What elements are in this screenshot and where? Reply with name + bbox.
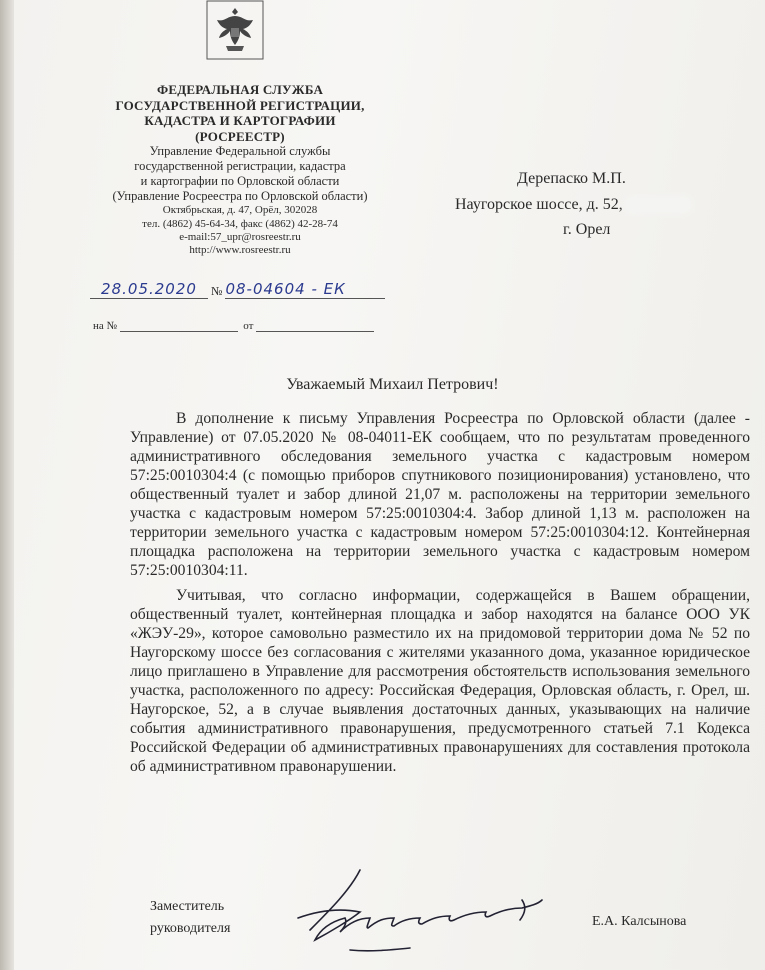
body-paragraph: Учитывая, что согласно информации, содержащейся в Вашем обращении, общественный туалет, контейнерная площадка и забор находятся на балансе ООО УК «ЖЭУ-29», которое самовольно разместило их на придомовой территории дома № 52 по Наугорскому шоссе без согласования с жителями указанного дома, указанное юридическое лицо приглашено в Управление для рассмотрения обстоятельств использования земельного участка, расположенного по адресу: Российская Федерация, Орловская область, г. Орел, ш. Наугорское, 52, а в случае выявления достаточных данных, указывающих на наличие события административного правонарушения, предусмотренного статьей 7.1 Кодекса Российской Федерации об административных правонарушениях для составления протокола об административном правонарушении. xyxy=(130,587,750,776)
organization-block xyxy=(60,82,420,257)
ot-label: от xyxy=(243,320,254,332)
reference-date-line xyxy=(90,280,208,299)
number-sign: № xyxy=(211,284,223,298)
salutation: Уважаемый Михаил Петрович! xyxy=(286,376,499,393)
org-name-line: КАДАСТРА И КАРТОГРАФИИ xyxy=(144,113,336,129)
letter-body xyxy=(130,409,750,776)
signer-name: Е.А. Калсынова xyxy=(592,914,687,929)
recipient-block xyxy=(455,166,745,243)
address-line: Октябрьская, д. 47, Орёл, 302028 xyxy=(162,204,318,217)
recipient-street xyxy=(455,192,745,218)
reference-number-line xyxy=(225,280,385,299)
body-paragraph: В дополнение к письму Управления Росреестра по Орловской области (далее - Управление) от 07.05.2020 № 08-04011-ЕК сообщаем, что по результатам проведенного административного обследования земельного участка с кадастровым номером 57:25:0010304:4 (с помощью приборов спутникового позиционирования) установлено, что общественный туалет и забор длиной 21,07 м. расположены на территории земельного участка с кадастровым номером 57:25:0010304:4. Забор длиной 1,13 м. расположен на территории земельного участка с кадастровым номером 57:25:0010304:12. Контейнерная площадка расположена на территории земельного участка с кадастровым номером 57:25:0010304:11. xyxy=(130,410,750,580)
reference-date: 28.05.2020 xyxy=(101,280,197,298)
website-line: http://www.rosreestr.ru xyxy=(189,243,291,256)
signer-title-line: руководителя xyxy=(150,920,231,936)
phone-line: тел. (4862) 45-64-34, факс (4862) 42-28-74 xyxy=(142,217,338,230)
na-label: на № xyxy=(93,320,118,332)
reference-number: 08-04604 - ЕК xyxy=(225,280,346,298)
recipient-city: г. Орел xyxy=(563,221,611,239)
org-name-line: ФЕДЕРАЛЬНАЯ СЛУЖБА xyxy=(156,82,324,97)
signer-title-line: Заместитель xyxy=(150,899,225,914)
page-edge-shadow xyxy=(0,0,14,970)
dept-line: (Управление Росреестра по Орловской области) xyxy=(112,189,368,204)
na-blank-line xyxy=(120,331,238,332)
email-line: e-mail:57_upr@rosreestr.ru xyxy=(179,230,301,243)
ot-blank-line xyxy=(256,331,374,332)
dept-line: государственной регистрации, кадастра xyxy=(134,159,346,174)
dept-line: и картографии по Орловской области xyxy=(140,174,340,189)
signer-title xyxy=(150,896,230,939)
coat-of-arms-icon xyxy=(206,0,264,60)
incoming-reference xyxy=(93,320,374,332)
dept-line: Управление Федеральной службы xyxy=(149,144,331,159)
org-name-line: ГОСУДАРСТВЕННОЙ РЕГИСТРАЦИИ, xyxy=(115,97,365,113)
outgoing-reference xyxy=(90,280,400,299)
org-name-line: (РОСРЕЕСТР) xyxy=(195,128,285,144)
redacted-mark xyxy=(627,199,689,211)
handwritten-signature xyxy=(290,860,570,970)
recipient-name: Дерепаско М.П. xyxy=(517,170,626,187)
recipient-street-text: Наугорское шоссе, д. 52, xyxy=(455,195,623,213)
